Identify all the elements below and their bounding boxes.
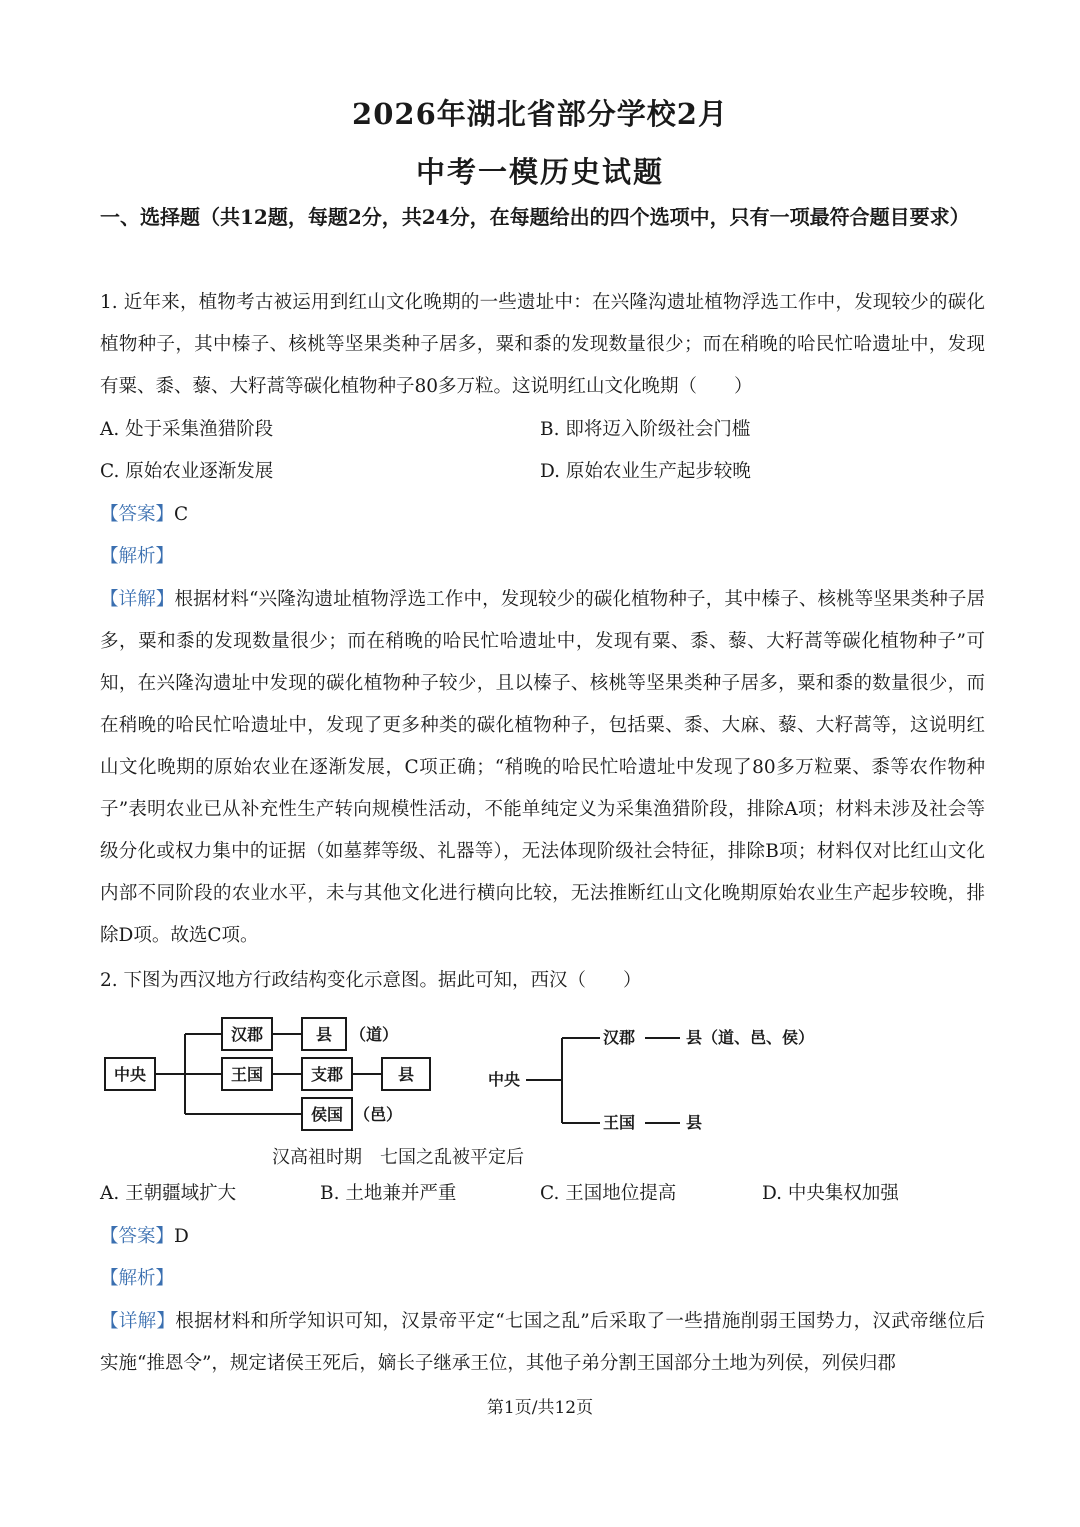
left-hanjun-label: 汉郡 — [230, 1025, 264, 1044]
right-hanjun-label: 汉郡 — [603, 1028, 636, 1047]
q2-detail-block — [100, 1301, 985, 1385]
q1-option-d: D. 原始农业生产起步较晚 — [540, 461, 751, 482]
section-heading: 一、选择题（共12题，每题2分，共24分，在每题给出的四个选项中，只有一项最符合题目要求） — [100, 205, 970, 229]
q2-option-a: A. 王朝疆域扩大 — [100, 1183, 237, 1204]
right-center-label: 中央 — [488, 1070, 521, 1089]
q1-analysis-tag: 【解析】 — [100, 546, 175, 567]
q1-answer-tag: 【答案】 — [100, 504, 175, 525]
right-wangguo-sub: 县 — [686, 1113, 703, 1132]
q1-detail-block — [100, 579, 985, 957]
left-center-label: 中央 — [113, 1065, 147, 1084]
title-line1: 2026年湖北省部分学校2月 — [352, 97, 728, 131]
left-dao-label: （道） — [350, 1025, 399, 1044]
left-xian2-label: 县 — [397, 1065, 415, 1084]
q2-stem: 2. 下图为西汉地方行政结构变化示意图。据此可知，西汉（ ） — [100, 970, 642, 991]
left-wangguo-label: 王国 — [230, 1065, 264, 1084]
caption-left: 汉高祖时期 — [272, 1147, 362, 1168]
q2-answer-line — [100, 1225, 189, 1249]
left-xian1-label: 县 — [315, 1025, 333, 1044]
diagram-left — [105, 1018, 430, 1168]
q2-detail-tag: 【详解】 — [100, 1311, 176, 1332]
left-yi-label: （邑） — [354, 1105, 403, 1124]
q1-answer-line — [100, 503, 188, 527]
q2-option-d: D. 中央集权加强 — [762, 1183, 899, 1204]
q1-stem: 1. 近年来，植物考古被运用到红山文化晚期的一些遗址中：在兴隆沟遗址植物浮选工作中，发现较少的碳化植物种子，其中榛子、核桃等坚果类种子居多，粟和黍的发现数量很少；而在稍晚的哈民忙哈遗址中，发现有粟、黍、藜、大籽蒿等碳化植物种子80多万粒。这说明红山文化晚期（ ） — [100, 292, 985, 397]
left-zhijun-label: 支郡 — [310, 1065, 344, 1084]
right-hanjun-sub: 县（道、邑、侯） — [686, 1028, 815, 1047]
left-houguo-label: 侯国 — [310, 1105, 344, 1124]
q1-detail: 根据材料“兴隆沟遗址植物浮选工作中，发现较少的碳化植物种子，其中榛子、核桃等坚果类种子居多，粟和黍的发现数量很少；而在稍晚的哈民忙哈遗址中，发现有粟、黍、藜、大籽蒿等碳化植物种子”可知，在兴隆沟遗址中发现的碳化植物种子较少，且以榛子、核桃等坚果类种子居多，粟和黍的数量很少，而在稍晚的哈民忙哈遗址中，发现了更多种类的碳化植物种子，包括粟、黍、大麻、藜、大籽蒿等，这说明红山文化晚期的原始农业在逐渐发展，C项正确；“稍晚的哈民忙哈遗址中发现了80多万粒粟、黍等农作物种子”表明农业已从补充性生产转向规模性活动，不能单纯定义为采集渔猎阶段，排除A项；材料未涉及社会等级分化或权力集中的证据（如墓葬等级、礼器等），无法体现阶级社会特征，排除B项；材料仅对比红山文化内部不同阶段的农业水平，未与其他文化进行横向比较，无法推断红山文化晚期原始农业生产起步较晚，排除D项。故选C项。 — [100, 589, 985, 946]
caption-right: 七国之乱被平定后 — [380, 1147, 524, 1168]
q2-analysis-tag: 【解析】 — [100, 1268, 175, 1289]
q2-answer: D — [174, 1226, 189, 1247]
q1-detail-tag: 【详解】 — [100, 589, 175, 610]
q1-option-b: B. 即将迈入阶级社会门槛 — [540, 419, 751, 440]
diagram-right — [380, 1028, 814, 1168]
q2-option-c: C. 王国地位提高 — [540, 1183, 677, 1204]
q1-option-a: A. 处于采集渔猎阶段 — [100, 419, 274, 440]
q1-answer: C — [174, 504, 189, 525]
q1-option-c: C. 原始农业逐渐发展 — [100, 461, 274, 482]
q2-detail: 根据材料和所学知识可知，汉景帝平定“七国之乱”后采取了一些措施削弱王国势力，汉武帝继位后实施“推恩令”，规定诸侯王死后，嫡长子继承王位，其他子弟分割王国部分土地为列侯，列侯归郡 — [100, 1311, 985, 1374]
q2-option-b: B. 土地兼并严重 — [320, 1183, 457, 1204]
admin-structure-diagram — [100, 1010, 860, 1170]
q2-answer-tag: 【答案】 — [100, 1226, 175, 1247]
title-line2: 中考一模历史试题 — [415, 155, 664, 189]
page-footer: 第1页/共12页 — [486, 1398, 594, 1418]
right-wangguo-label: 王国 — [603, 1113, 636, 1132]
